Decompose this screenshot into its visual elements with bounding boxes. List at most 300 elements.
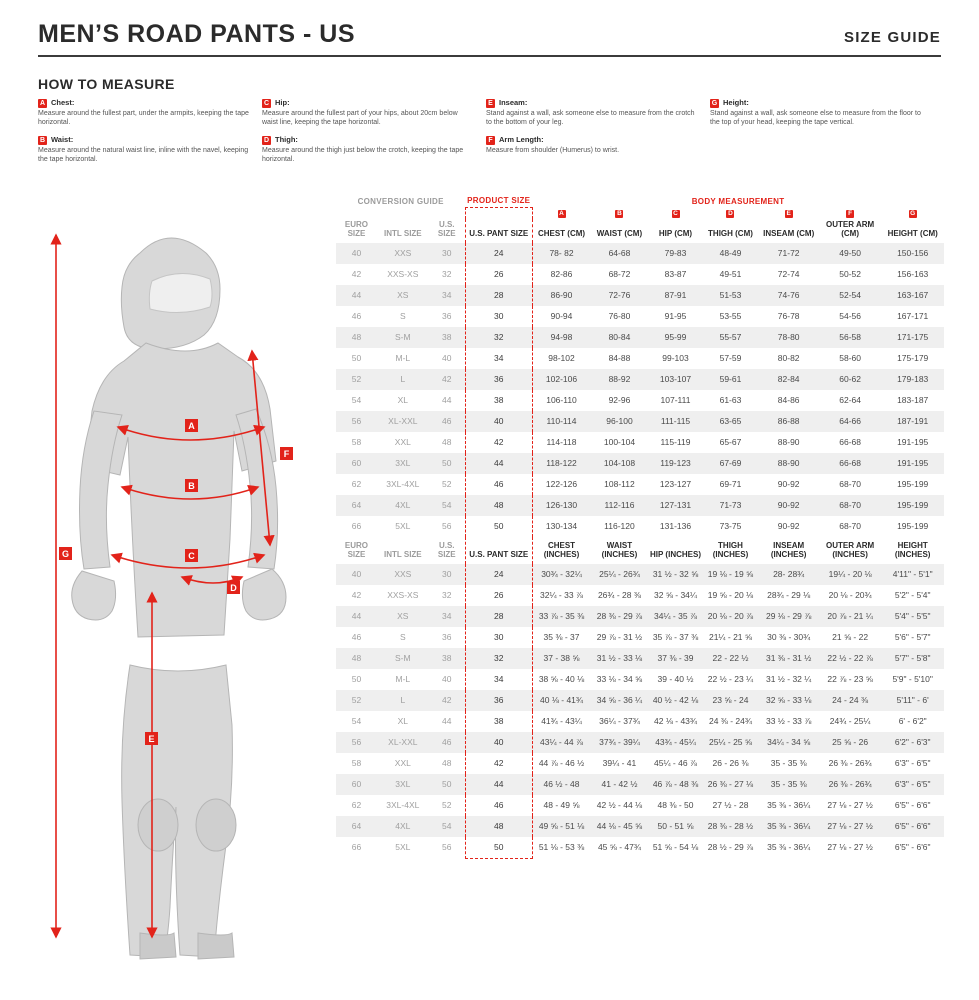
figure-marker-g: G	[61, 549, 70, 559]
cell-conversion: 66	[351, 842, 362, 853]
table-header-block-inches	[336, 537, 944, 564]
cell-conversion: 46	[351, 310, 362, 321]
cell-measurement: 46 ⅞ - 48 ⅜	[649, 774, 703, 795]
table-row	[336, 585, 944, 606]
cell-measurement: 76-80	[608, 310, 631, 321]
cell-conversion: 56	[442, 520, 452, 531]
cell-measurement: 44 ⅛ - 45 ⅝	[590, 816, 648, 837]
measure-item-chest	[38, 98, 250, 128]
cell-conversion: 64	[336, 816, 377, 837]
cell-product-size: 26	[465, 264, 532, 285]
cell-measurement: 27 ½ - 28	[712, 799, 749, 810]
cell-measurement: 118-122	[532, 453, 590, 474]
measure-text-thigh: Measure around the thigh just below the crotch, keeping the tape horizontal.	[262, 146, 464, 164]
header-outer-arm-cm: OUTER ARM (CM)	[826, 219, 875, 238]
cell-measurement: 67-69	[702, 453, 758, 474]
cell-conversion: XXL	[394, 757, 411, 768]
cell-conversion: 5XL	[395, 842, 411, 853]
cell-measurement: 35 ⅜ - 36¼	[767, 799, 811, 810]
cell-conversion: 38	[429, 648, 466, 669]
header-us-pant-size: U.S. PANT SIZE	[465, 219, 532, 243]
cell-measurement: 108-112	[604, 478, 635, 489]
cell-measurement: 49-51	[719, 268, 742, 279]
cell-measurement: 25¼ - 26¾	[590, 564, 648, 585]
cell-product-size: 46	[465, 474, 532, 495]
cell-measurement: 191-195	[897, 436, 929, 447]
measure-item-arm-length	[486, 135, 698, 155]
table-row	[336, 732, 944, 753]
letter-e-cell: E	[786, 209, 791, 217]
cell-conversion: 56	[442, 842, 452, 853]
header-us-size-in: U.S. SIZE	[437, 540, 456, 559]
table-row	[336, 348, 944, 369]
cell-measurement: 64-68	[590, 243, 648, 264]
cell-measurement: 43¼ - 44 ⅞	[532, 732, 590, 753]
cell-measurement: 72-76	[590, 285, 648, 306]
measure-item-waist	[38, 135, 250, 165]
cell-conversion: L	[377, 369, 429, 390]
cell-measurement: 42 ⅛ - 43¾	[654, 715, 698, 726]
cell-product-size: 36	[465, 369, 532, 390]
table-body-cm	[336, 243, 944, 537]
cell-product-size: 30	[465, 306, 532, 327]
cell-measurement: 86-90	[532, 285, 590, 306]
cell-measurement: 60-62	[819, 369, 882, 390]
cell-conversion: XL-XXL	[377, 732, 429, 753]
cell-conversion: 3XL	[377, 774, 429, 795]
cell-measurement: 100-104	[603, 436, 636, 447]
size-table-container	[336, 196, 944, 859]
cell-conversion: S-M	[377, 327, 429, 348]
cell-conversion: 56	[336, 732, 377, 753]
cell-measurement: 26 ⅜ - 26¾	[819, 774, 882, 795]
cell-measurement: 52-54	[819, 285, 882, 306]
cell-measurement: 102-106	[532, 369, 590, 390]
cell-measurement: 45 ⅝ - 47¾	[597, 842, 641, 853]
group-body-measurement: BODY MEASUREMENT	[691, 196, 785, 206]
cell-product-size: 26	[465, 585, 532, 606]
cell-measurement: 6'5" - 6'6"	[894, 842, 931, 853]
cell-product-size: 50	[465, 837, 532, 859]
cell-measurement: 25 ⅝ - 26	[819, 732, 882, 753]
table-row	[336, 453, 944, 474]
cell-conversion: 48	[442, 757, 452, 768]
cell-measurement: 127-131	[649, 495, 703, 516]
cell-measurement: 32 ⅝ - 33 ⅛	[759, 690, 819, 711]
header-thigh-in: THIGH (INCHES)	[712, 540, 749, 559]
cell-measurement: 51 ⅝ - 54 ⅛	[652, 842, 699, 853]
cell-product-size: 38	[465, 390, 532, 411]
cell-conversion: 60	[336, 774, 377, 795]
cell-measurement: 23 ⅝ - 24	[702, 690, 758, 711]
cell-conversion: S	[399, 310, 406, 321]
cell-measurement: 90-92	[777, 520, 800, 531]
cell-measurement: 92-96	[608, 394, 631, 405]
cell-product-size: 42	[465, 753, 532, 774]
header-intl-size: INTL SIZE	[384, 228, 422, 238]
table-group-header-row	[336, 196, 944, 208]
cell-measurement: 5'6" - 5'7"	[894, 631, 931, 642]
cell-product-size: 44	[465, 774, 532, 795]
cell-measurement: 27 ⅛ - 27 ½	[827, 842, 873, 853]
page-title: MEN’S ROAD PANTS - US	[38, 20, 355, 48]
cell-measurement: 6'5" - 6'6"	[894, 799, 931, 810]
cell-measurement: 34¼ - 34 ⅝	[759, 732, 819, 753]
figure-marker-e: E	[148, 734, 155, 744]
table-header-row-cm	[336, 219, 944, 243]
cell-measurement: 126-130	[532, 495, 590, 516]
cell-measurement: 49-50	[819, 243, 882, 264]
group-product-size: PRODUCT SIZE	[467, 196, 531, 205]
cell-measurement: 66-68	[839, 436, 861, 447]
cell-measurement: 69-71	[719, 478, 742, 489]
cell-conversion: 4XL	[377, 816, 429, 837]
cell-measurement: 36¼ - 37¾	[599, 715, 640, 726]
cell-conversion: 64	[336, 495, 377, 516]
cell-measurement: 24¾ - 25¼	[829, 715, 871, 726]
cell-measurement: 64-66	[819, 411, 882, 432]
cell-measurement: 74-76	[759, 285, 819, 306]
cell-measurement: 98-102	[548, 352, 575, 363]
cell-measurement: 40 ½ - 42 ⅛	[649, 690, 703, 711]
measure-item-height	[710, 98, 930, 128]
cell-measurement: 26 ⅜ - 26¾	[828, 757, 872, 768]
cell-product-size: 28	[465, 285, 532, 306]
cell-conversion: 5XL	[395, 520, 411, 531]
cell-measurement: 179-183	[881, 369, 944, 390]
cell-measurement: 59-61	[702, 369, 758, 390]
table-row	[336, 837, 944, 859]
cell-measurement: 68-70	[819, 495, 882, 516]
cell-measurement: 71-73	[702, 495, 758, 516]
marker-e-tag: E	[486, 99, 495, 108]
cell-conversion: S	[399, 631, 406, 642]
cell-measurement: 31 ⅜ - 31 ½	[759, 648, 819, 669]
figure-marker-b: B	[188, 481, 195, 491]
cell-measurement: 19¼ - 20 ⅛	[819, 564, 882, 585]
cell-conversion: S-M	[377, 648, 429, 669]
cell-measurement: 29 ⅞ - 31 ½	[596, 631, 643, 642]
cell-measurement: 34¼ - 35 ⅞	[649, 606, 703, 627]
cell-product-size: 24	[465, 564, 532, 585]
cell-measurement: 4'11" - 5'1"	[881, 564, 944, 585]
cell-measurement: 6' - 6'2"	[898, 715, 927, 726]
cell-conversion: 40	[442, 673, 452, 684]
cell-conversion: 52	[442, 478, 452, 489]
measure-label-hip: Hip:	[275, 98, 290, 107]
cell-conversion: 58	[351, 757, 362, 768]
table-row	[336, 648, 944, 669]
cell-measurement: 44 ⅞ - 46 ½	[538, 757, 585, 768]
cell-measurement: 63-65	[702, 411, 758, 432]
measure-column-4	[710, 98, 942, 172]
cell-conversion: 42	[429, 369, 466, 390]
cell-measurement: 43¾ - 45¼	[649, 732, 703, 753]
table-row	[336, 264, 944, 285]
table-row	[336, 369, 944, 390]
cell-measurement: 91-95	[664, 310, 687, 321]
measure-text-arm-length: Measure from shoulder (Humerus) to wrist.	[486, 146, 620, 154]
measure-text-height: Stand against a wall, ask someone else to measure from the floor to the top of your head, keeping the tape vertical.	[710, 110, 921, 127]
cell-conversion: 3XL	[377, 453, 429, 474]
cell-measurement: 5'11" - 6'	[881, 690, 944, 711]
marker-d-tag: D	[263, 136, 270, 144]
cell-conversion: 42	[351, 589, 362, 600]
cell-measurement: 167-171	[897, 310, 929, 321]
cell-conversion: XXS-XS	[387, 268, 419, 279]
header-waist-cm: WAIST (CM)	[596, 228, 643, 238]
cell-measurement: 5'4" - 5'5"	[881, 606, 944, 627]
letter-g-cell: G	[910, 209, 916, 217]
letter-b-cell: B	[617, 209, 622, 217]
cell-measurement: 37¾ - 39¼	[590, 732, 648, 753]
cell-measurement: 6'3" - 6'5"	[881, 774, 944, 795]
cell-measurement: 38 ⅝ - 40 ⅛	[538, 673, 585, 684]
cell-conversion: 3XL-4XL	[386, 799, 420, 810]
cell-measurement: 57-59	[719, 352, 742, 363]
cell-conversion: 52	[442, 799, 452, 810]
cell-measurement: 45¼ - 46 ⅞	[654, 757, 698, 768]
cell-measurement: 119-123	[649, 453, 703, 474]
cell-conversion: 50	[351, 352, 362, 363]
cell-measurement: 28- 28¾	[759, 564, 819, 585]
cell-measurement: 76-78	[777, 310, 800, 321]
cell-measurement: 33 ½ - 33 ⅞	[765, 715, 812, 726]
cell-measurement: 25¼ - 25 ⅝	[702, 732, 758, 753]
cell-measurement: 53-55	[719, 310, 742, 321]
letter-c-cell: C	[673, 209, 678, 217]
cell-conversion: 50	[429, 453, 466, 474]
cell-measurement: 27 ⅛ - 27 ½	[827, 799, 873, 810]
cell-measurement: 82-84	[759, 369, 819, 390]
header-us-size: U.S. SIZE	[437, 219, 456, 238]
figure-marker-a: A	[188, 421, 195, 431]
cell-measurement: 191-195	[881, 453, 944, 474]
rider-silhouette	[72, 238, 286, 959]
cell-conversion: 52	[336, 369, 377, 390]
cell-conversion: M-L	[395, 352, 411, 363]
cell-measurement: 40 ⅛ - 41¾	[532, 690, 590, 711]
cell-conversion: 36	[442, 310, 452, 321]
cell-product-size: 44	[465, 453, 532, 474]
cell-conversion: M-L	[395, 673, 411, 684]
header-inseam-cm: INSEAM (CM)	[763, 228, 815, 238]
cell-measurement: 88-92	[590, 369, 648, 390]
table-row	[336, 285, 944, 306]
table-row	[336, 495, 944, 516]
header-inseam-in: INSEAM (INCHES)	[770, 540, 807, 559]
cell-measurement: 115-119	[660, 436, 691, 447]
cell-measurement: 82-86	[550, 268, 573, 279]
measure-label-chest: Chest:	[51, 98, 75, 107]
cell-product-size: 40	[465, 411, 532, 432]
cell-measurement: 175-179	[897, 352, 929, 363]
cell-measurement: 111-115	[649, 411, 703, 432]
cell-conversion: 40	[336, 243, 377, 264]
cell-conversion: 32	[442, 268, 452, 279]
cell-measurement: 106-110	[546, 394, 577, 405]
cell-measurement: 33 ⅞ - 35 ⅜	[532, 606, 590, 627]
marker-f-tag: F	[486, 136, 495, 145]
cell-product-size: 32	[465, 648, 532, 669]
header-height-cm: HEIGHT (CM)	[887, 228, 938, 238]
cell-conversion: 46	[351, 631, 362, 642]
cell-measurement: 187-191	[881, 411, 944, 432]
cell-conversion: 62	[351, 799, 362, 810]
cell-measurement: 39 - 40 ½	[657, 673, 694, 684]
cell-measurement: 195-199	[897, 520, 929, 531]
cell-conversion: 44	[336, 285, 377, 306]
cell-measurement: 130-134	[545, 520, 578, 531]
cell-measurement: 72-74	[777, 268, 800, 279]
cell-measurement: 31 ½ - 33 ⅛	[590, 648, 648, 669]
cell-measurement: 22 ½ - 23 ¼	[707, 673, 754, 684]
header-height-in: HEIGHT (INCHES)	[894, 540, 931, 559]
cell-measurement: 112-116	[590, 495, 648, 516]
header-outer-arm-in: OUTER ARM (INCHES)	[826, 540, 875, 559]
cell-product-size: 30	[465, 627, 532, 648]
cell-measurement: 195-199	[881, 495, 944, 516]
cell-measurement: 28 ⅜ - 29 ⅞	[590, 606, 648, 627]
cell-measurement: 95-99	[649, 327, 703, 348]
cell-measurement: 5'7" - 5'8"	[881, 648, 944, 669]
cell-measurement: 90-92	[759, 495, 819, 516]
table-row	[336, 474, 944, 495]
cell-measurement: 78- 82	[532, 243, 590, 264]
cell-measurement: 24 - 24 ⅜	[819, 690, 882, 711]
table-row	[336, 516, 944, 537]
cell-conversion: 42	[351, 268, 362, 279]
cell-measurement: 122-126	[545, 478, 578, 489]
cell-measurement: 49 ⅝ - 51 ⅛	[532, 816, 590, 837]
cell-conversion: 48	[442, 436, 452, 447]
cell-measurement: 26¾ - 28 ⅜	[597, 589, 641, 600]
cell-measurement: 83-87	[664, 268, 687, 279]
cell-measurement: 20 ⅛ - 20 ⅞	[702, 606, 758, 627]
cell-conversion: L	[377, 690, 429, 711]
measure-text-hip: Measure around the fullest part of your hips, about 20cm below waist line, keeping the tape horizontal.	[262, 110, 458, 127]
cell-measurement: 37 ⅜ - 39	[649, 648, 703, 669]
cell-product-size: 28	[465, 606, 532, 627]
table-row	[336, 306, 944, 327]
cell-measurement: 41 - 42 ½	[590, 774, 648, 795]
cell-measurement: 48 ⅜ - 50	[657, 799, 694, 810]
cell-measurement: 90-94	[550, 310, 573, 321]
cell-measurement: 58-60	[839, 352, 861, 363]
cell-measurement: 68-70	[839, 520, 861, 531]
cell-measurement: 31 ½ - 32 ⅝	[649, 564, 703, 585]
cell-measurement: 28¾ - 29 ⅛	[767, 589, 811, 600]
cell-measurement: 65-67	[719, 436, 742, 447]
cell-conversion: 36	[442, 631, 452, 642]
cell-measurement: 56-58	[819, 327, 882, 348]
cell-measurement: 32¼ - 33 ⅞	[540, 589, 584, 600]
table-row	[336, 753, 944, 774]
cell-conversion: 3XL-4XL	[386, 478, 420, 489]
table-row	[336, 432, 944, 453]
cell-measurement: 71-72	[759, 243, 819, 264]
cell-measurement: 34 ⅝ - 36 ¼	[590, 690, 648, 711]
table-row	[336, 795, 944, 816]
cell-measurement: 51-53	[702, 285, 758, 306]
cell-measurement: 116-120	[604, 520, 635, 531]
cell-product-size: 36	[465, 690, 532, 711]
cell-measurement: 20 ⅛ - 20¾	[828, 589, 872, 600]
cell-measurement: 114-118	[546, 436, 577, 447]
size-table	[336, 196, 944, 859]
cell-measurement: 22 ½ - 22 ⅞	[819, 648, 882, 669]
cell-conversion: 34	[429, 606, 466, 627]
measure-label-thigh: Thigh:	[275, 134, 298, 144]
cell-measurement: 33 ⅛ - 34 ⅝	[596, 673, 643, 684]
cell-measurement: 80-82	[777, 352, 800, 363]
table-row	[336, 669, 944, 690]
cell-conversion: XXS	[377, 564, 429, 585]
cell-measurement: 28 ½ - 29 ⅞	[707, 842, 754, 853]
cell-conversion: XS	[377, 285, 429, 306]
cell-measurement: 5'9" - 5'10"	[892, 673, 933, 684]
cell-measurement: 46 ½ - 48	[532, 774, 590, 795]
marker-a-tag: A	[39, 100, 46, 107]
page-header	[38, 22, 941, 57]
cell-conversion: 56	[336, 411, 377, 432]
letter-d-cell: D	[728, 209, 733, 217]
cell-measurement: 39¼ - 41	[602, 757, 637, 768]
cell-product-size: 24	[465, 243, 532, 264]
cell-conversion: 32	[442, 589, 452, 600]
cell-measurement: 88-90	[777, 436, 800, 447]
size-guide-label: SIZE GUIDE	[843, 29, 941, 46]
cell-conversion: 46	[429, 411, 466, 432]
header-thigh-cm: THIGH (CM)	[708, 228, 753, 238]
table-row	[336, 816, 944, 837]
cell-conversion: 54	[351, 715, 362, 726]
cell-conversion: 66	[351, 520, 362, 531]
cell-conversion: XXL	[394, 436, 411, 447]
cell-conversion: 40	[442, 352, 452, 363]
cell-measurement: 50 - 51 ⅝	[649, 816, 703, 837]
cell-measurement: 55-57	[702, 327, 758, 348]
measure-item-inseam	[486, 98, 698, 128]
cell-measurement: 54-56	[839, 310, 861, 321]
cell-measurement: 48-49	[702, 243, 758, 264]
measure-label-height: Height:	[723, 98, 749, 107]
cell-measurement: 73-75	[719, 520, 742, 531]
cell-measurement: 86-88	[759, 411, 819, 432]
cell-measurement: 41¾ - 43¼	[541, 715, 582, 726]
cell-conversion: 46	[429, 732, 466, 753]
cell-measurement: 22 - 22 ½	[702, 648, 758, 669]
cell-measurement: 103-107	[649, 369, 703, 390]
cell-conversion: 50	[429, 774, 466, 795]
cell-product-size: 32	[465, 327, 532, 348]
cell-measurement: 96-100	[590, 411, 648, 432]
cell-measurement: 87-91	[649, 285, 703, 306]
cell-product-size: 50	[465, 516, 532, 537]
measure-column-3	[486, 98, 710, 172]
how-to-measure-heading: HOW TO MEASURE	[38, 76, 175, 92]
header-waist-in: WAIST (INCHES)	[601, 540, 638, 559]
cell-measurement: 37 - 38 ⅝	[532, 648, 590, 669]
cell-product-size: 38	[465, 711, 532, 732]
cell-measurement: 28 ⅜ - 28 ½	[702, 816, 758, 837]
cell-conversion: 54	[351, 394, 362, 405]
group-conversion-guide: CONVERSION GUIDE	[357, 196, 444, 206]
table-row	[336, 606, 944, 627]
cell-measurement: 21¼ - 21 ⅝	[708, 631, 752, 642]
cell-measurement: 156-163	[897, 268, 929, 279]
letter-f-cell: F	[819, 208, 882, 219]
